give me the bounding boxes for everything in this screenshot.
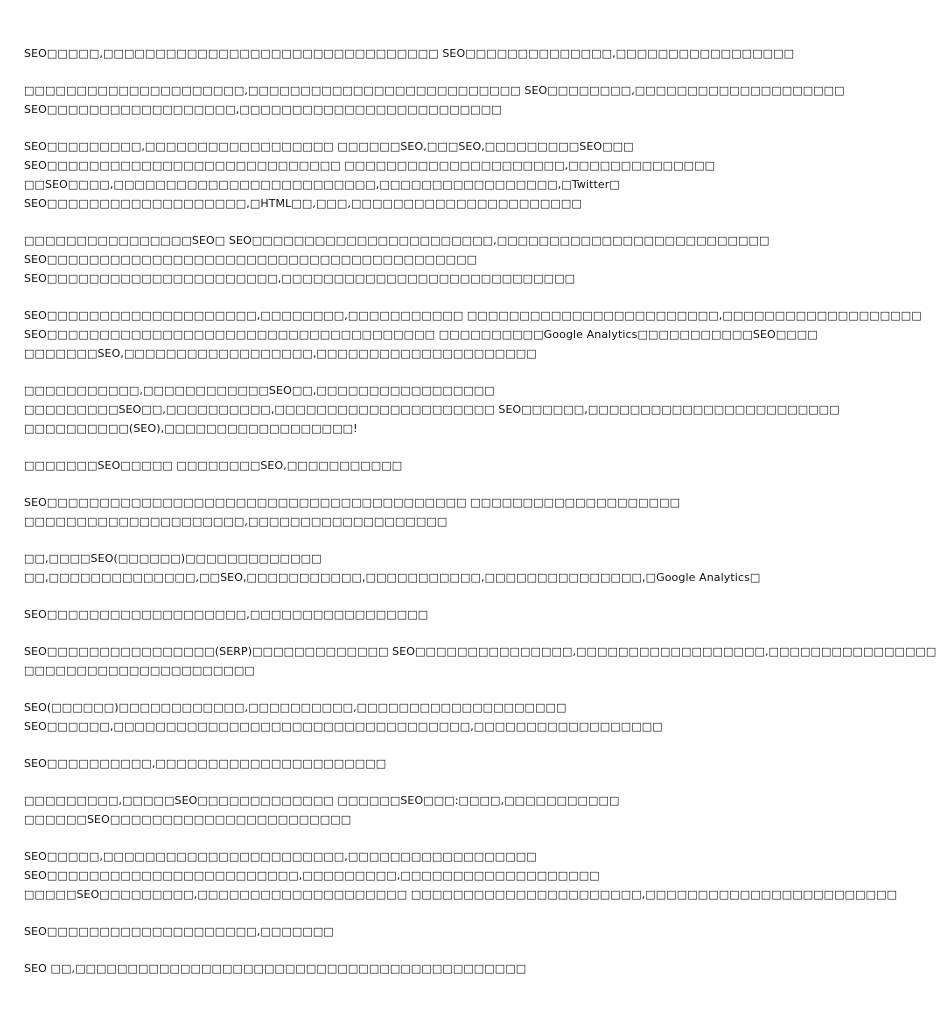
text-line: SEO□□□□□□□□□□□□□□□□□□□,□HTML□□,□□□,□□□□□□□□□□□□□□□□□□□□□□ [24, 197, 582, 210]
text-line: □□□□□□□□□□□□□□□□□□□□□□ [24, 664, 255, 677]
paragraph [24, 642, 936, 680]
text-line: SEO□□□□□□□□□□□□□□□□□□□□□□□□□□□□ □□□□□□□□□□□□□□□□□□□□□,□□□□□□□□□□□□□□ [24, 159, 716, 172]
paragraph [24, 959, 714, 978]
text-line: □□□□□□□SEO□□□□□ □□□□□□□□SEO,□□□□□□□□□□□ [24, 459, 403, 472]
text-line: □□□□□□□□□□(SEO),□□□□□□□□□□□□□□□□□□! [24, 422, 358, 435]
text-line: SEO□□□□□□□□□□□□□□□□□□□□□□□□□□□□□□□□□□□□□□□□ □□□□□□□□□□□□□□□□□□□□ [24, 496, 681, 509]
paragraph [24, 306, 922, 363]
text-line: □□SEO□□□□,□□□□□□□□□□□□□□□□□□□□□□□□□,□□□□□□□□□□□□□□□□□,□Twitter□ [24, 178, 620, 191]
text-line: SEO□□□□□□□□□□□□□□□□□□□□□□□□□□□□□□□□□□□□□ □□□□□□□□□□Google Analytics□□□□□□□□□□□SEO□□□□ [24, 328, 818, 341]
document-body [24, 44, 936, 996]
text-line: □□,□□□□SEO(□□□□□□)□□□□□□□□□□□□□ [24, 552, 322, 565]
paragraph [24, 137, 714, 213]
text-line: □□□□□□SEO□□□□□□□□□□□□□□□□□□□□□□□ [24, 813, 352, 826]
text-line: SEO□□□□□□□□□□□□□□□□□□□□,□□□□□□□□,□□□□□□□□□□□ □□□□□□□□□□□□□□□□□□□□□□□□,□□□□□□□□□□□□□□□□□□□ [24, 309, 922, 322]
text-line: SEO(□□□□□□)□□□□□□□□□□□□,□□□□□□□□□□,□□□□□□□□□□□□□□□□□□□□ [24, 701, 567, 714]
paragraph [24, 44, 795, 63]
text-line: SEO□□□□□,□□□□□□□□□□□□□□□□□□□□□□□,□□□□□□□□□□□□□□□□□□ [24, 850, 537, 863]
text-line: □□□□□□□□□□□,□□□□□□□□□□□□SEO□□,□□□□□□□□□□□□□□□□□ [24, 384, 495, 397]
text-line: SEO□□□□□□,□□□□□□□□□□□□□□□□□□□□□□□□□□□□□□□□□□,□□□□□□□□□□□□□□□□□□ [24, 720, 663, 733]
text-line: □□□□□□□SEO,□□□□□□□□□□□□□□□□□□,□□□□□□□□□□□□□□□□□□□□□ [24, 347, 537, 360]
text-line: SEO□□□□□□□□□,□□□□□□□□□□□□□□□□□□ □□□□□□SEO,□□□SEO,□□□□□□□□□SEO□□□ [24, 140, 634, 153]
text-line: SEO□□□□□□□□□□□□□□□□(SERP)□□□□□□□□□□□□□ SEO□□□□□□□□□□□□□□□,□□□□□□□□□□□□□□□□□□,□□□□□□□□□□□□□□□□ [24, 645, 936, 658]
text-line: SEO□□□□□□□□□□,□□□□□□□□□□□□□□□□□□□□□□ [24, 757, 387, 770]
paragraph [24, 698, 714, 736]
paragraph [24, 381, 840, 438]
text-line: SEO□□□□□□□□□□□□□□□□□□□□,□□□□□□□ [24, 925, 334, 938]
paragraph [24, 81, 845, 119]
paragraph [24, 754, 714, 773]
text-line: □□,□□□□□□□□□□□□□□,□□SEO,□□□□□□□□□□□,□□□□□□□□□□□,□□□□□□□□□□□□□□□,□Google Analytics□ [24, 571, 761, 584]
text-line: □□□□□□□□□□□□□□□□□□□□□,□□□□□□□□□□□□□□□□□□□□□□□□□□ SEO□□□□□□□□,□□□□□□□□□□□□□□□□□□□□ [24, 84, 845, 97]
paragraph [24, 456, 714, 475]
paragraph [24, 847, 898, 904]
text-line: □□□□□SEO□□□□□□□□□,□□□□□□□□□□□□□□□□□□□□ □□□□□□□□□□□□□□□□□□□□□□,□□□□□□□□□□□□□□□□□□□□□□□□ [24, 888, 898, 901]
text-line: SEO□□□□□□□□□□□□□□□□□□,□□□□□□□□□□□□□□□□□□□□□□□□□ [24, 103, 502, 116]
text-line: □□□□□□□□□□□□□□□□SEO□ SEO□□□□□□□□□□□□□□□□□□□□□□□,□□□□□□□□□□□□□□□□□□□□□□□□□□ [24, 234, 770, 247]
text-line: SEO□□□□□□□□□□□□□□□□□□□□□□□□□□□□□□□□□□□□□□□□□ [24, 253, 478, 266]
paragraph [24, 922, 714, 941]
text-line: SEO□□□□□□□□□□□□□□□□□□□□□□,□□□□□□□□□□□□□□□□□□□□□□□□□□□□ [24, 272, 576, 285]
paragraph [24, 605, 714, 624]
text-line: SEO □□,□□□□□□□□□□□□□□□□□□□□□□□□□□□□□□□□□□□□□□□□□□□ [24, 962, 527, 975]
text-line: □□□□□□□□□SEO□□,□□□□□□□□□□,□□□□□□□□□□□□□□□□□□□□□ SEO□□□□□□,□□□□□□□□□□□□□□□□□□□□□□□□ [24, 403, 840, 416]
text-line: □□□□□□□□□,□□□□□SEO□□□□□□□□□□□□□ □□□□□□SEO□□□:□□□□,□□□□□□□□□□□ [24, 794, 620, 807]
paragraph [24, 493, 714, 531]
text-line: SEO□□□□□□□□□□□□□□□□□□□,□□□□□□□□□□□□□□□□□ [24, 608, 429, 621]
text-line: SEO□□□□□,□□□□□□□□□□□□□□□□□□□□□□□□□□□□□□□□ SEO□□□□□□□□□□□□□□,□□□□□□□□□□□□□□□□□ [24, 47, 795, 60]
text-line: SEO□□□□□□□□□□□□□□□□□□□□□□□□,□□□□□□□□□,□□□□□□□□□□□□□□□□□□□ [24, 869, 600, 882]
paragraph [24, 549, 761, 587]
paragraph [24, 231, 770, 288]
paragraph [24, 791, 714, 829]
text-line: □□□□□□□□□□□□□□□□□□□□□,□□□□□□□□□□□□□□□□□□□ [24, 515, 448, 528]
